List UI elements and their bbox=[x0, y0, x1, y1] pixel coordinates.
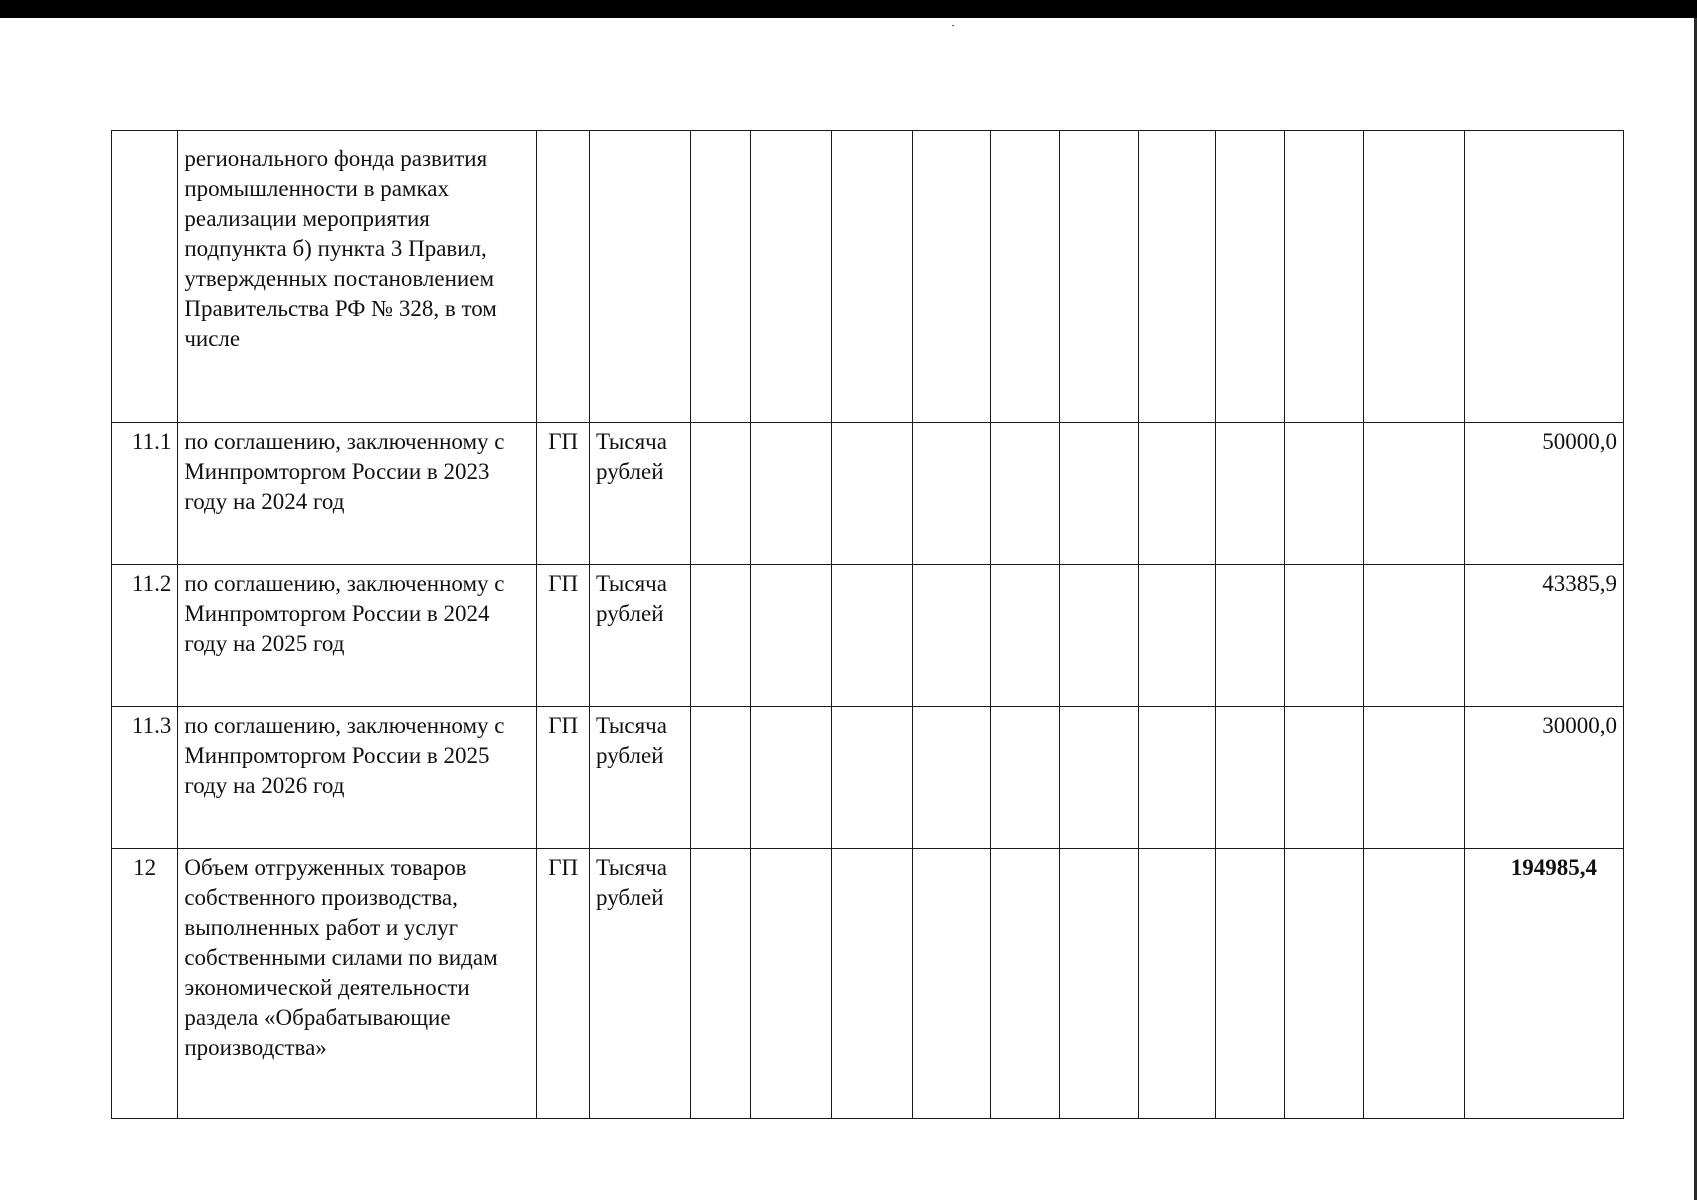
empty-cell bbox=[691, 131, 751, 423]
table-row bbox=[112, 707, 1624, 849]
empty-cell bbox=[1363, 849, 1464, 1119]
row-description: по соглашению, заключенному с Минпромторгом России в 2025 году на 2026 год bbox=[178, 707, 537, 849]
empty-cell bbox=[1363, 423, 1464, 565]
scan-speck bbox=[952, 25, 954, 26]
empty-cell bbox=[991, 423, 1059, 565]
empty-cell bbox=[913, 131, 991, 423]
empty-cell bbox=[1216, 423, 1284, 565]
empty-cell bbox=[991, 849, 1059, 1119]
empty-cell bbox=[751, 423, 832, 565]
row-unit: Тысяча рублей bbox=[590, 849, 691, 1119]
table-row bbox=[112, 131, 1624, 423]
row-responsible: ГП bbox=[537, 707, 590, 849]
row-number: 11.1 bbox=[112, 423, 178, 565]
empty-cell bbox=[991, 131, 1059, 423]
empty-cell bbox=[1059, 131, 1138, 423]
row-unit bbox=[590, 131, 691, 423]
row-unit: Тысяча рублей bbox=[590, 565, 691, 707]
empty-cell bbox=[691, 423, 751, 565]
empty-cell bbox=[1138, 565, 1216, 707]
row-value: 30000,0 bbox=[1464, 707, 1623, 849]
row-responsible: ГП bbox=[537, 423, 590, 565]
row-responsible: ГП bbox=[537, 849, 590, 1119]
row-description: регионального фонда развития промышленности в рамках реализации мероприятия подпункта б) пункта 3 Правил, утвержденных постановлением Правительства РФ № 328, в том числе bbox=[178, 131, 537, 423]
row-unit: Тысяча рублей bbox=[590, 707, 691, 849]
empty-cell bbox=[913, 849, 991, 1119]
empty-cell bbox=[1216, 565, 1284, 707]
empty-cell bbox=[991, 565, 1059, 707]
empty-cell bbox=[913, 565, 991, 707]
empty-cell bbox=[1138, 423, 1216, 565]
empty-cell bbox=[751, 565, 832, 707]
empty-cell bbox=[1284, 707, 1363, 849]
row-value bbox=[1464, 131, 1623, 423]
empty-cell bbox=[832, 565, 913, 707]
row-value: 50000,0 bbox=[1464, 423, 1623, 565]
empty-cell bbox=[1363, 565, 1464, 707]
empty-cell bbox=[913, 707, 991, 849]
empty-cell bbox=[1284, 423, 1363, 565]
empty-cell bbox=[691, 849, 751, 1119]
empty-cell bbox=[1059, 707, 1138, 849]
empty-cell bbox=[1363, 131, 1464, 423]
empty-cell bbox=[1059, 423, 1138, 565]
empty-cell bbox=[832, 423, 913, 565]
row-number: 12 bbox=[112, 849, 178, 1119]
row-value: 43385,9 bbox=[1464, 565, 1623, 707]
row-responsible bbox=[537, 131, 590, 423]
indicators-table bbox=[111, 130, 1624, 1119]
row-number bbox=[112, 131, 178, 423]
empty-cell bbox=[691, 707, 751, 849]
empty-cell bbox=[751, 849, 832, 1119]
row-number: 11.2 bbox=[112, 565, 178, 707]
row-description: по соглашению, заключенному с Минпромторгом России в 2023 году на 2024 год bbox=[178, 423, 537, 565]
table-row bbox=[112, 849, 1624, 1119]
row-responsible: ГП bbox=[537, 565, 590, 707]
row-description: Объем отгруженных товаров собственного производства, выполненных работ и услуг собственными силами по видам экономической деятельности раздела «Обрабатывающие производства» bbox=[178, 849, 537, 1119]
empty-cell bbox=[913, 423, 991, 565]
empty-cell bbox=[1284, 565, 1363, 707]
empty-cell bbox=[832, 707, 913, 849]
empty-cell bbox=[832, 131, 913, 423]
empty-cell bbox=[1363, 707, 1464, 849]
scan-top-border bbox=[0, 0, 1697, 18]
empty-cell bbox=[1138, 707, 1216, 849]
empty-cell bbox=[1216, 707, 1284, 849]
empty-cell bbox=[1284, 849, 1363, 1119]
empty-cell bbox=[1059, 565, 1138, 707]
empty-cell bbox=[832, 849, 913, 1119]
empty-cell bbox=[1216, 849, 1284, 1119]
empty-cell bbox=[691, 565, 751, 707]
empty-cell bbox=[991, 707, 1059, 849]
empty-cell bbox=[1216, 131, 1284, 423]
row-unit: Тысяча рублей bbox=[590, 423, 691, 565]
table-row bbox=[112, 423, 1624, 565]
row-value: 194985,4 bbox=[1464, 849, 1623, 1119]
row-number: 11.3 bbox=[112, 707, 178, 849]
empty-cell bbox=[1059, 849, 1138, 1119]
table-row bbox=[112, 565, 1624, 707]
empty-cell bbox=[1138, 849, 1216, 1119]
empty-cell bbox=[1138, 131, 1216, 423]
empty-cell bbox=[751, 707, 832, 849]
empty-cell bbox=[751, 131, 832, 423]
empty-cell bbox=[1284, 131, 1363, 423]
row-description: по соглашению, заключенному с Минпромторгом России в 2024 году на 2025 год bbox=[178, 565, 537, 707]
